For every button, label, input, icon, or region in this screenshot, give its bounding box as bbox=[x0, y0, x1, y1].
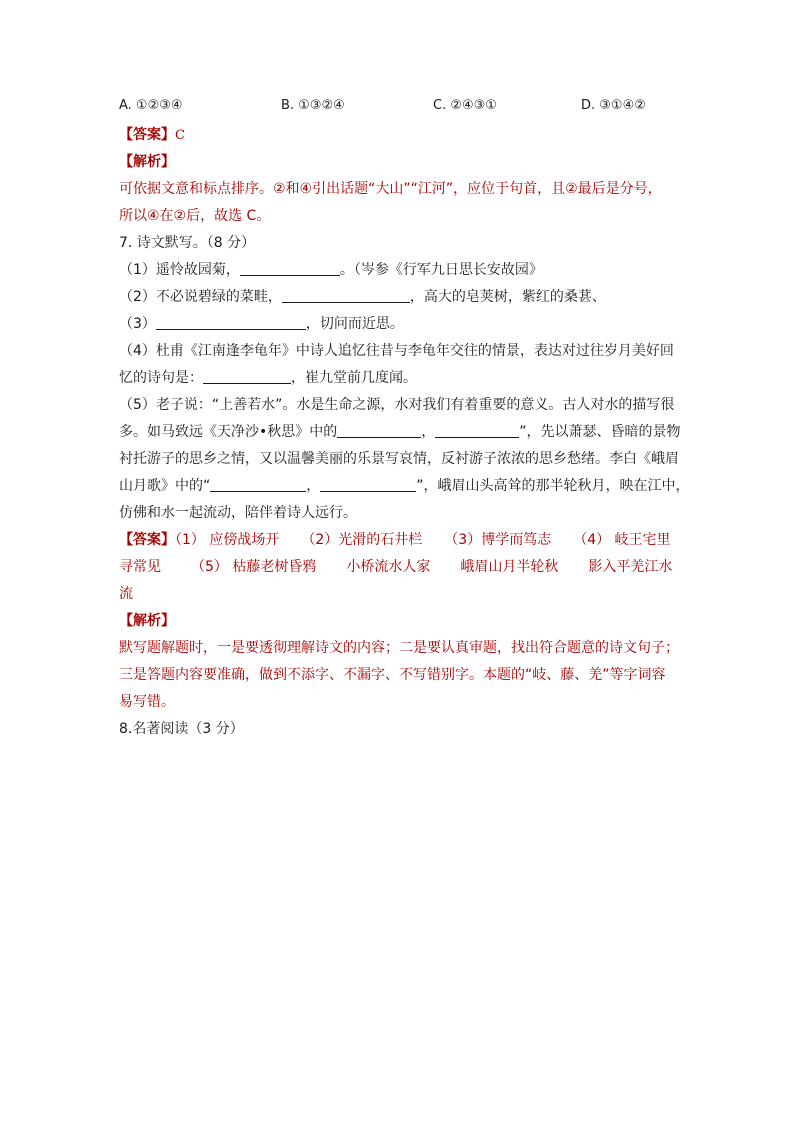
option-c: C. ②④③① bbox=[433, 98, 497, 113]
blank-5[interactable] bbox=[337, 422, 421, 438]
item-2-prefix: （2）不必说碧绿的菜畦， bbox=[119, 289, 282, 305]
analysis-label: 【解析】 bbox=[119, 154, 175, 170]
item-4-prefix: 忆的诗句是： bbox=[119, 370, 203, 386]
answer-4-continued: 寻常见 bbox=[119, 559, 161, 575]
item-2-suffix: ，高大的皂荚树，紫红的桑葚、 bbox=[409, 289, 606, 305]
item-4-suffix: ，崔九堂前几度闻。 bbox=[291, 370, 417, 386]
q6-options bbox=[119, 94, 679, 118]
blank-8[interactable] bbox=[320, 476, 416, 492]
q7-analysis-heading bbox=[119, 608, 679, 635]
q7-item-1 bbox=[119, 257, 679, 284]
answer-2: （2）光滑的石井栏 bbox=[301, 532, 423, 548]
item-5-comma-a: ， bbox=[421, 424, 436, 440]
q7-item-3 bbox=[119, 311, 679, 338]
option-d: D. ③①④② bbox=[581, 98, 646, 113]
item-5-text-b: ”，先以萧瑟、昏暗的景物 bbox=[519, 424, 681, 440]
q7-analysis-line-1: 默写题解题时，一是要透彻理解诗文的内容；二是要认真审题，找出符合题意的诗文句子； bbox=[119, 640, 679, 656]
answer-3: （3）博学而笃志 bbox=[444, 532, 552, 548]
blank-3[interactable] bbox=[156, 314, 306, 330]
q7-title: 7. 诗文默写。（8 分） bbox=[119, 235, 256, 251]
q6-answer bbox=[119, 122, 679, 149]
q8-title: 8.名著阅读（3 分） bbox=[119, 721, 244, 737]
item-5-text-a: 多。如马致远《天净沙•秋思》中的 bbox=[119, 424, 338, 440]
answer-label: 【答案】 bbox=[119, 127, 175, 143]
q6-analysis-line-2: 所以④在②后，故选 C。 bbox=[119, 208, 271, 224]
q7-item-5-line-1: （5）老子说：“上善若水”。水是生命之源，水对我们有着重要的意义。古人对水的描写很 bbox=[119, 397, 675, 413]
q7-analysis-line-3: 易写错。 bbox=[119, 694, 175, 710]
q6-analysis-heading bbox=[119, 149, 679, 176]
answer-value: C bbox=[175, 128, 185, 143]
q7-item-5-line-4 bbox=[119, 473, 690, 500]
option-b: B. ①③②④ bbox=[281, 98, 345, 113]
answer-4: （4） 岐王宅里 bbox=[573, 532, 671, 548]
item-1-prefix: （1）遥怜故园菊， bbox=[119, 262, 240, 278]
item-3-suffix: ，切问而近思。 bbox=[305, 316, 404, 332]
q7-answer-line-2 bbox=[119, 554, 679, 581]
q7-item-4-line-2 bbox=[119, 365, 679, 392]
blank-2[interactable] bbox=[282, 287, 410, 303]
blank-6[interactable] bbox=[435, 422, 519, 438]
item-1-suffix: 。（岑参《行军九日思长安故园》 bbox=[339, 262, 543, 278]
q7-answer-line-1 bbox=[119, 527, 679, 554]
q7-item-5-line-2 bbox=[119, 419, 679, 446]
answer-6: 小桥流水人家 bbox=[346, 559, 431, 575]
answer-8: 影入平羌江水 bbox=[588, 559, 673, 575]
answer-7: 峨眉山月半轮秋 bbox=[460, 559, 559, 575]
q7-item-4-line-1: （4）杜甫《江南逢李龟年》中诗人追忆往昔与李龟年交往的情景，表达对过往岁月美好回 bbox=[119, 343, 674, 359]
analysis-label: 【解析】 bbox=[119, 613, 175, 629]
q7-item-5-line-3: 衬托游子的思乡之情，又以温馨美丽的乐景写哀情，反衬游子浓浓的思乡愁绪。李白《峨眉 bbox=[119, 451, 679, 467]
item-3-prefix: （3） bbox=[119, 316, 156, 332]
q7-analysis-line-2: 三是答题内容要准确，做到不添字、不漏字、不写错别字。本题的“岐、藤、羌”等字词容 bbox=[119, 667, 666, 683]
item-5-text-c: 山月歌》中的“ bbox=[119, 478, 211, 494]
item-5-comma-b: ， bbox=[306, 478, 321, 494]
answer-1: （1） 应傍战场开 bbox=[175, 532, 280, 548]
q7-answer-line-3 bbox=[119, 581, 679, 608]
option-a: A. ①②③④ bbox=[119, 98, 183, 113]
answer-label: 【答案】 bbox=[119, 532, 175, 548]
item-5-text-d: ”，峨眉山头高耸的那半轮秋月，映在江中， bbox=[416, 478, 690, 494]
blank-4[interactable] bbox=[203, 368, 291, 384]
q7-item-2 bbox=[119, 284, 679, 311]
blank-1[interactable] bbox=[240, 260, 340, 276]
q7-item-5-line-5: 仿佛和水一起流动，陪伴着诗人远行。 bbox=[119, 505, 357, 521]
q6-analysis-line-1: 可依据文意和标点排序。②和④引出话题“大山”“江河”，应位于句首，且②最后是分号， bbox=[119, 181, 662, 197]
page-content bbox=[119, 94, 690, 743]
answer-5: （5） 枯藤老树昏鸦 bbox=[191, 559, 317, 575]
blank-7[interactable] bbox=[210, 476, 306, 492]
answer-8-continued: 流 bbox=[119, 586, 133, 602]
